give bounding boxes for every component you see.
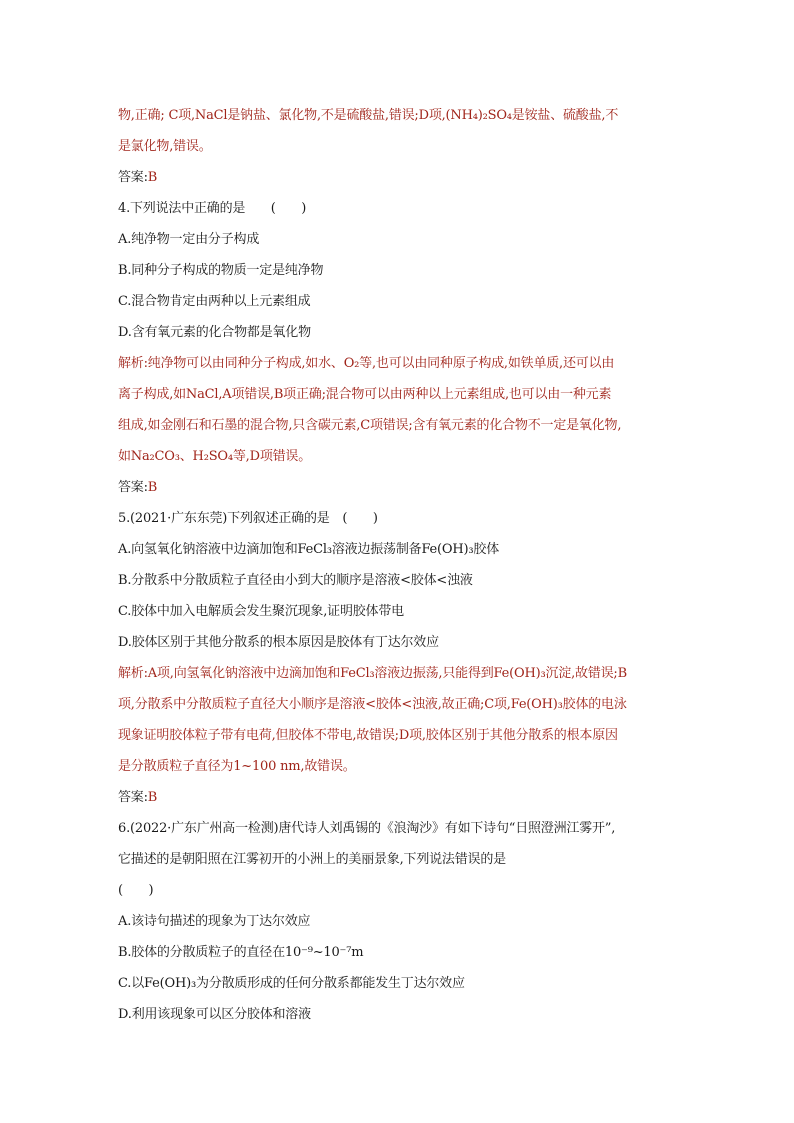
question-stem: 5.(2021·广东东莞)下列叙述正确的是 ( )	[118, 511, 378, 526]
answer-line	[118, 162, 688, 193]
answer-line	[118, 472, 688, 503]
option: A.该诗句描述的现象为丁达尔效应	[118, 914, 311, 929]
analysis-line: 是氯化物,错误。	[118, 139, 212, 154]
analysis-line: 解析:A项,向氢氧化钠溶液中边滴加饱和FeCl₃溶液边振荡,只能得到Fe(OH)₃沉淀,故错误;B	[118, 666, 627, 681]
answer-value: B	[147, 170, 158, 185]
option: C.混合物肯定由两种以上元素组成	[118, 294, 311, 309]
option: B.同种分子构成的物质一定是纯净物	[118, 263, 324, 278]
answer-line	[118, 782, 688, 813]
option: D.利用该现象可以区分胶体和溶液	[118, 1007, 311, 1022]
option: D.含有氧元素的化合物都是氧化物	[118, 325, 311, 340]
analysis-line: 项,分散系中分散质粒子直径大小顺序是溶液<胶体<浊液,故正确;C项,Fe(OH)₃胶体的电泳	[118, 697, 627, 712]
option: D.胶体区别于其他分散系的根本原因是胶体有丁达尔效应	[118, 635, 439, 650]
document-content	[118, 100, 688, 1030]
option: B.胶体的分散质粒子的直径在10⁻⁹~10⁻⁷m	[118, 945, 364, 960]
option: B.分散系中分散质粒子直径由小到大的顺序是溶液<胶体<浊液	[118, 573, 473, 588]
analysis-line: 是分散质粒子直径为1~100 nm,故错误。	[118, 759, 356, 774]
analysis-line: 现象证明胶体粒子带有电荷,但胶体不带电,故错误;D项,胶体区别于其他分散系的根本原因	[118, 728, 618, 743]
option: C.胶体中加入电解质会发生聚沉现象,证明胶体带电	[118, 604, 404, 619]
option: A.向氢氧化钠溶液中边滴加饱和FeCl₃溶液边振荡制备Fe(OH)₃胶体	[118, 542, 499, 557]
answer-label: 答案:	[118, 790, 148, 805]
option: A.纯净物一定由分子构成	[118, 232, 260, 247]
analysis-line: 解析:纯净物可以由同种分子构成,如水、O₂等,也可以由同种原子构成,如铁单质,还可以由	[118, 356, 615, 371]
answer-label: 答案:	[118, 170, 148, 185]
answer-label: 答案:	[118, 480, 148, 495]
question-stem: 它描述的是朝阳照在江雾初开的小洲上的美丽景象,下列说法错误的是	[118, 852, 506, 867]
question-stem: 6.(2022·广东广州高一检测)唐代诗人刘禹锡的《浪淘沙》有如下诗句“日照澄洲江雾开”,	[118, 821, 616, 836]
answer-value: B	[147, 790, 158, 805]
analysis-line: 如Na₂CO₃、H₂SO₄等,D项错误。	[118, 449, 312, 464]
question-stem: 4.下列说法中正确的是 ( )	[118, 201, 307, 216]
answer-value: B	[147, 480, 158, 495]
analysis-line: 组成,如金刚石和石墨的混合物,只含碳元素,C项错误;含有氧元素的化合物不一定是氧化物,	[118, 418, 622, 433]
question-stem: ( )	[118, 883, 154, 898]
analysis-line: 物,正确; C项,NaCl是钠盐、氯化物,不是硫酸盐,错误;D项,(NH₄)₂SO₄是铵盐、硫酸盐,不	[118, 108, 619, 123]
option: C.以Fe(OH)₃为分散质形成的任何分散系都能发生丁达尔效应	[118, 976, 465, 991]
analysis-line: 离子构成,如NaCl,A项错误,B项正确;混合物可以由两种以上元素组成,也可以由一种元素	[118, 387, 612, 402]
